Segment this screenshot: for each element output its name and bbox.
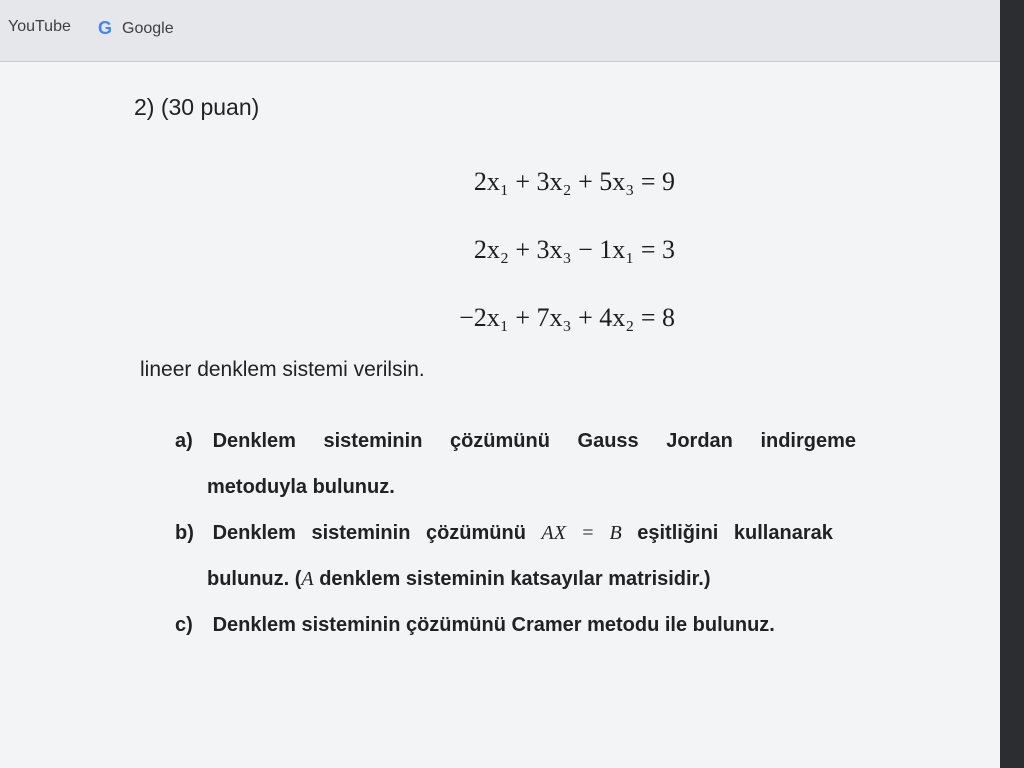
- equation-1: 2x₁ + 3x₂ + 5x₃ = 9: [473, 167, 675, 196]
- part-b: [175, 510, 915, 602]
- bookmark-label: YouTube: [8, 18, 71, 35]
- part-a: [175, 418, 915, 510]
- part-c: [175, 602, 915, 648]
- equation-3: −2x₁ + 7x₃ + 4x₂ = 8: [459, 303, 675, 332]
- part-b-math: AX = B: [541, 522, 622, 544]
- equation-system: [380, 162, 720, 366]
- equation-2: 2x₂ + 3x₃ − 1x₁ = 3: [473, 235, 675, 264]
- bookmark-youtube[interactable]: [8, 18, 71, 36]
- part-b-line1-pre: Denklem sisteminin çözümünü: [212, 522, 526, 544]
- document-page: [0, 62, 1000, 768]
- bookmark-label: Google: [122, 19, 174, 37]
- intro-text: lineer denklem sistemi verilsin.: [140, 358, 425, 381]
- part-c-line1: Denklem sisteminin çözümünü Cramer metodu ile bulunuz.: [212, 614, 775, 636]
- google-icon: G: [98, 18, 113, 38]
- question-header: 2) (30 puan): [134, 94, 260, 120]
- part-b-line1-post: eşitliğini kullanarak: [637, 522, 833, 544]
- part-label: a): [175, 430, 193, 452]
- part-b-math2: A: [301, 568, 314, 590]
- part-label: b): [175, 522, 194, 544]
- question-parts: [175, 418, 915, 648]
- part-b-line2-pre: bulunuz. (: [207, 568, 302, 590]
- part-a-line2: metoduyla bulunuz.: [207, 476, 395, 498]
- part-a-line1: Denklem sisteminin çözümünü Gauss Jordan indirgeme: [212, 430, 857, 452]
- part-label: c): [175, 614, 193, 636]
- part-b-line2-post: denklem sisteminin katsayılar matrisidir.): [313, 568, 711, 590]
- bookmarks-bar: [0, 0, 1000, 62]
- bookmark-google[interactable]: [98, 18, 174, 39]
